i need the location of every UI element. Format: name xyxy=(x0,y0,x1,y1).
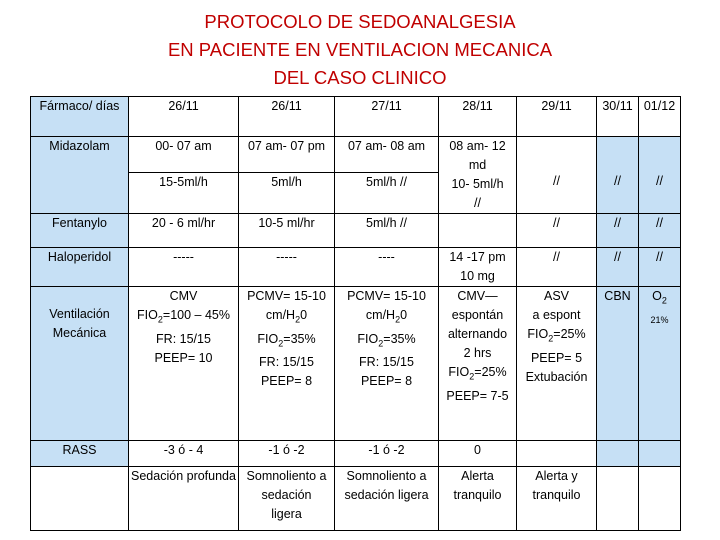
sedacion-day-3-line-2: sedación ligera xyxy=(344,488,429,502)
header-day-7: 01/12 xyxy=(639,97,681,137)
vent-day-3-line-5: PEEP= 8 xyxy=(360,374,413,388)
ventilacion-row xyxy=(31,287,681,441)
fentanylo-label: Fentanylo xyxy=(31,214,129,248)
ventilacion-label xyxy=(31,287,129,441)
haloperidol-row xyxy=(31,248,681,287)
sedacion-day-5 xyxy=(517,467,597,531)
fentanylo-day-7: // xyxy=(639,214,681,248)
midazolam-label: Midazolam xyxy=(31,137,129,214)
page-title xyxy=(0,8,720,92)
sedacion-day-4-line-2: tranquilo xyxy=(453,488,502,502)
vent-day-5-fio-value: =25% xyxy=(553,327,586,341)
haloperidol-day-5: // xyxy=(517,248,597,287)
ventilacion-day-2 xyxy=(239,287,335,441)
header-day-3: 27/11 xyxy=(335,97,439,137)
sedacion-day-4-line-1: Alerta xyxy=(461,469,494,483)
fentanylo-day-2: 10-5 ml/hr xyxy=(239,214,335,248)
midazolam-day-6 xyxy=(597,137,639,214)
vent-day-4-fio: FIO xyxy=(448,365,470,379)
vent-day-1-fio-value: =100 – 45% xyxy=(162,308,230,322)
midazolam-day-4-line-4: // xyxy=(474,196,481,210)
vent-day-3-fio-sub: 2 xyxy=(378,338,384,348)
vent-day-5-line-1: ASV xyxy=(543,289,569,303)
vent-day-3-line-2 xyxy=(335,306,438,330)
vent-day-5-line-3 xyxy=(517,325,596,349)
sedacion-day-2-line-3: ligera xyxy=(271,507,302,521)
header-day-4: 28/11 xyxy=(439,97,517,137)
haloperidol-day-7: // xyxy=(639,248,681,287)
vent-day-2-fio: FIO xyxy=(257,331,279,346)
vent-day-1-line-3: FR: 15/15 xyxy=(156,331,211,346)
fentanylo-day-1: 20 - 6 ml/hr xyxy=(129,214,239,248)
header-day-6: 30/11 xyxy=(597,97,639,137)
sedacion-day-5-line-2: tranquilo xyxy=(532,488,581,502)
midazolam-day-5-value: // xyxy=(553,173,560,188)
fentanylo-day-6: // xyxy=(597,214,639,248)
vent-day-1-fio: FIO xyxy=(137,308,158,322)
vent-day-3-fio: FIO xyxy=(357,331,379,346)
ventilacion-label-line-1: Ventilación xyxy=(49,307,110,321)
title-line-2: EN PACIENTE EN VENTILACION MECANICA xyxy=(167,39,553,60)
vent-day-1-line-1: CMV xyxy=(169,289,198,303)
title-line-3: DEL CASO CLINICO xyxy=(273,67,447,88)
vent-day-7-line-2: 21% xyxy=(650,314,669,325)
vent-day-4-line-6: PEEP= 7-5 xyxy=(446,388,509,403)
vent-day-2-fio-sub: 2 xyxy=(278,338,284,348)
vent-day-3-unit: cm/H xyxy=(365,308,396,322)
vent-day-1-line-2 xyxy=(129,306,238,330)
haloperidol-day-6: // xyxy=(597,248,639,287)
vent-day-7-line-1 xyxy=(639,287,680,311)
vent-day-2-line-5: PEEP= 8 xyxy=(260,374,313,388)
midazolam-day-7 xyxy=(639,137,681,214)
haloperidol-day-2: ----- xyxy=(239,248,335,287)
vent-day-2-fio-value: =35% xyxy=(283,331,316,346)
midazolam-day-7-value: // xyxy=(656,173,663,188)
vent-day-3-unit-end: 0 xyxy=(400,308,408,322)
sedacion-day-3-line-1: Somnoliento a xyxy=(346,469,427,483)
midazolam-day-4-line-1: 08 am- 12 xyxy=(449,139,506,153)
sedacion-day-2 xyxy=(239,467,335,531)
vent-day-5-fio-sub: 2 xyxy=(548,333,554,344)
sedacion-day-2-line-1: Somnoliento a xyxy=(246,469,327,483)
header-label: Fármaco/ días xyxy=(39,99,120,113)
vent-day-2-line-3 xyxy=(239,330,334,354)
sedacion-day-3 xyxy=(335,467,439,531)
vent-day-5-fio: FIO xyxy=(527,327,549,341)
header-row xyxy=(31,97,681,137)
vent-day-3-line-1: PCMV= 15-10 xyxy=(347,289,426,303)
haloperidol-label: Haloperidol xyxy=(31,248,129,287)
sedacion-day-1: Sedación profunda xyxy=(129,467,239,531)
vent-day-3-fio-value: =35% xyxy=(383,331,416,346)
header-day-2: 26/11 xyxy=(239,97,335,137)
midazolam-hours-day-3: 07 am- 08 am xyxy=(335,137,439,173)
rass-day-6 xyxy=(597,441,639,467)
sedacion-day-2-line-2: sedación xyxy=(261,488,312,502)
ventilacion-day-5 xyxy=(517,287,597,441)
header-day-1: 26/11 xyxy=(129,97,239,137)
midazolam-hours-day-2: 07 am- 07 pm xyxy=(239,137,335,173)
haloperidol-day-4 xyxy=(439,248,517,287)
protocol-table xyxy=(30,96,681,531)
vent-day-7-o: O xyxy=(652,289,662,303)
midazolam-day-5 xyxy=(517,137,597,214)
ventilacion-day-3 xyxy=(335,287,439,441)
sedacion-day-5-line-1: Alerta y xyxy=(535,469,578,483)
sedacion-day-6 xyxy=(597,467,639,531)
ventilacion-day-6: CBN xyxy=(597,287,639,441)
sedacion-label xyxy=(31,467,129,531)
vent-day-4-line-5 xyxy=(439,363,516,387)
vent-day-5-line-2: a espont xyxy=(532,308,581,322)
vent-day-4-line-3: alternando xyxy=(447,327,508,341)
vent-day-4-line-1: CMV— xyxy=(457,289,498,303)
rass-day-7 xyxy=(639,441,681,467)
vent-day-5-line-4: PEEP= 5 xyxy=(530,350,583,365)
vent-day-2-line-4: FR: 15/15 xyxy=(259,355,314,369)
sedacion-day-4 xyxy=(439,467,517,531)
vent-day-4-fio-value: =25% xyxy=(474,365,507,379)
rass-day-3: -1 ó -2 xyxy=(335,441,439,467)
ventilacion-day-4 xyxy=(439,287,517,441)
haloperidol-day-4-line-1: 14 -17 pm xyxy=(449,250,506,264)
midazolam-day-6-value: // xyxy=(614,173,621,188)
rass-day-2: -1 ó -2 xyxy=(239,441,335,467)
header-day-5: 29/11 xyxy=(517,97,597,137)
sedacion-day-7 xyxy=(639,467,681,531)
vent-day-3-line-4: FR: 15/15 xyxy=(359,355,414,369)
fentanylo-day-4 xyxy=(439,214,517,248)
vent-day-4-line-4: 2 hrs xyxy=(463,346,492,360)
vent-day-4-fio-sub: 2 xyxy=(469,371,475,382)
fentanylo-row xyxy=(31,214,681,248)
header-label-cell xyxy=(31,97,129,137)
midazolam-day-4-line-2: md xyxy=(468,158,487,172)
haloperidol-day-1: ----- xyxy=(129,248,239,287)
midazolam-day-4-line-3: 10- 5ml/h xyxy=(451,177,504,191)
rass-label: RASS xyxy=(31,441,129,467)
vent-day-1-line-4: PEEP= 10 xyxy=(154,350,213,365)
midazolam-hours-day-1: 00- 07 am xyxy=(129,137,239,173)
rass-day-5 xyxy=(517,441,597,467)
rass-day-1: -3 ó - 4 xyxy=(129,441,239,467)
vent-day-3-unit-sub: 2 xyxy=(395,314,401,325)
ventilacion-day-7 xyxy=(639,287,681,441)
midazolam-rate-day-3: 5ml/h // xyxy=(335,173,439,214)
vent-day-2-line-1: PCMV= 15-10 xyxy=(247,289,326,303)
vent-day-4-line-2: espontán xyxy=(451,308,504,322)
rass-day-4: 0 xyxy=(439,441,517,467)
midazolam-day-4 xyxy=(439,137,517,214)
ventilacion-day-1 xyxy=(129,287,239,441)
title-line-1: PROTOCOLO DE SEDOANALGESIA xyxy=(204,11,516,32)
fentanylo-day-5: // xyxy=(517,214,597,248)
vent-day-2-unit-sub: 2 xyxy=(295,314,301,325)
vent-day-3-line-3 xyxy=(335,330,438,354)
midazolam-hours-row xyxy=(31,137,681,173)
vent-day-2-unit-end: 0 xyxy=(300,308,308,322)
haloperidol-day-4-line-2: 10 mg xyxy=(460,269,495,283)
fentanylo-day-3: 5ml/h // xyxy=(335,214,439,248)
vent-day-5-line-5: Extubación xyxy=(525,369,588,384)
haloperidol-day-3: ---- xyxy=(335,248,439,287)
vent-day-7-o-sub: 2 xyxy=(661,295,667,306)
vent-day-2-unit: cm/H xyxy=(265,308,296,322)
midazolam-rate-day-2: 5ml/h xyxy=(239,173,335,214)
rass-row xyxy=(31,441,681,467)
sedacion-row xyxy=(31,467,681,531)
vent-day-1-fio-sub: 2 xyxy=(157,314,163,325)
midazolam-rate-day-1: 15-5ml/h xyxy=(129,173,239,214)
ventilacion-label-line-2: Mecánica xyxy=(52,326,107,340)
vent-day-2-line-2 xyxy=(239,306,334,330)
